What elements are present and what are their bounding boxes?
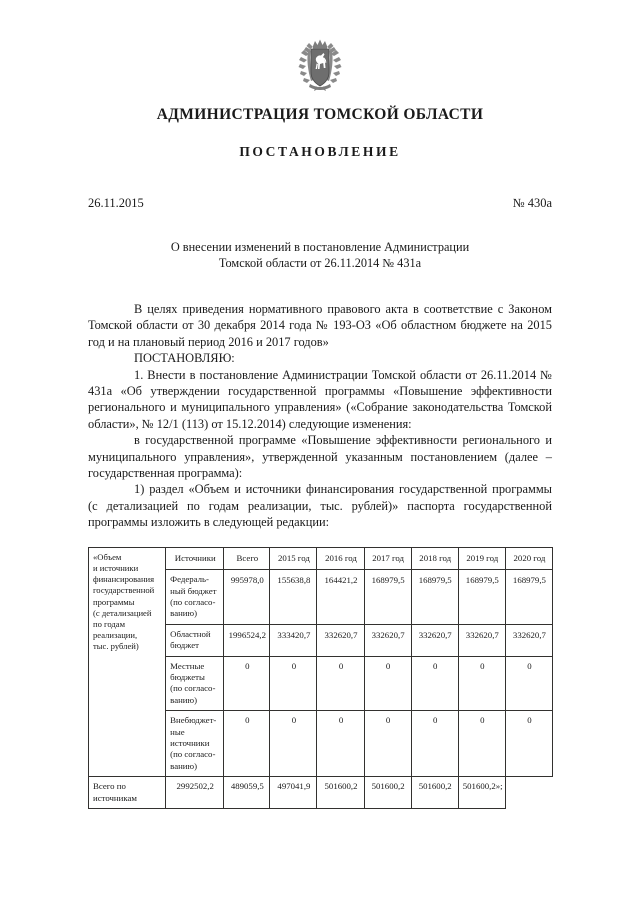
table-col-header: 2017 год <box>364 547 411 569</box>
row-value: 168979,5 <box>364 570 411 625</box>
row-value: 0 <box>317 711 364 777</box>
table-corner-cell: «Объем и источники финансирования государственной программы (с детализацией по годам реализации, тыс. рублей) <box>89 547 166 777</box>
row-label: Всего по источникам <box>89 777 166 809</box>
row-value: 168979,5 <box>505 570 552 625</box>
row-value: 995978,0 <box>224 570 270 625</box>
body-paragraph-3: 1. Внести в постановление Администрации Томской области от 26.11.2014 № 431а «Об утверждении государственной программы «Повышение эффективности регионального и муниципального управления» («Собрание законодательства Томской области», № 12/1 (113) от 15.12.2014) следующие изменения: <box>88 367 552 431</box>
table-col-header: 2019 год <box>458 547 505 569</box>
row-value: 489059,5 <box>224 777 270 809</box>
row-value: 0 <box>411 711 458 777</box>
row-value: 0 <box>411 656 458 711</box>
document-subject <box>88 239 552 271</box>
row-value: 1996524,2 <box>224 624 270 656</box>
row-value: 0 <box>458 656 505 711</box>
table-header-row <box>89 547 553 569</box>
table-row-total <box>89 777 553 809</box>
table-col-header: Всего <box>224 547 270 569</box>
body-paragraph-2: ПОСТАНОВЛЯЮ: <box>134 351 235 366</box>
document-body <box>88 301 552 531</box>
document-date: 26.11.2015 <box>88 196 144 210</box>
document-meta-row <box>88 196 552 211</box>
row-value: 333420,7 <box>270 624 317 656</box>
row-value: 332620,7 <box>317 624 364 656</box>
row-value: 0 <box>224 711 270 777</box>
row-value: 168979,5 <box>458 570 505 625</box>
emblem-container <box>88 0 552 94</box>
row-value: 332620,7 <box>364 624 411 656</box>
row-value: 0 <box>270 711 317 777</box>
table-col-header: 2016 год <box>317 547 364 569</box>
row-value: 0 <box>224 656 270 711</box>
row-value: 0 <box>364 711 411 777</box>
row-value: 501600,2 <box>411 777 458 809</box>
body-paragraph-4: в государственной программе «Повышение эффективности регионального и муниципального управления», утвержденной указанным постановлением (далее – государственная программа): <box>88 433 552 481</box>
row-value: 0 <box>505 656 552 711</box>
document-type-heading: ПОСТАНОВЛЕНИЕ <box>239 144 401 159</box>
body-paragraph-5: 1) раздел «Объем и источники финансирования государственной программы (с детализацией по годам реализации, тыс. рублей)» паспорта государственной программы изложить в следующей редакции: <box>88 482 552 530</box>
row-value: 2992502,2 <box>166 777 224 809</box>
row-label: Федераль- ный бюджет (по согласо- ванию) <box>166 570 224 625</box>
table-col-header: 2015 год <box>270 547 317 569</box>
financing-table <box>88 547 553 809</box>
subject-line-2: Томской области от 26.11.2014 № 431а <box>218 256 422 270</box>
row-label: Внебюджет- ные источники (по согласо- ванию) <box>166 711 224 777</box>
table-col-header: 2018 год <box>411 547 458 569</box>
row-label: Местные бюджеты (по согласо- ванию) <box>166 656 224 711</box>
row-value: 332620,7 <box>458 624 505 656</box>
row-value: 501600,2»; <box>458 777 505 809</box>
page-title: АДМИНИСТРАЦИЯ ТОМСКОЙ ОБЛАСТИ <box>156 106 484 123</box>
table-col-header: 2020 год <box>505 547 552 569</box>
row-value: 501600,2 <box>364 777 411 809</box>
row-value: 501600,2 <box>317 777 364 809</box>
row-value: 0 <box>317 656 364 711</box>
row-label: Областной бюджет <box>166 624 224 656</box>
row-value: 332620,7 <box>505 624 552 656</box>
subject-line-1: О внесении изменений в постановление Администрации <box>170 240 470 254</box>
row-value: 164421,2 <box>317 570 364 625</box>
document-number: № 430а <box>512 196 552 210</box>
row-value: 0 <box>364 656 411 711</box>
row-value: 497041,9 <box>270 777 317 809</box>
tomsk-oblast-coat-of-arms-icon <box>292 34 348 94</box>
table-col-header: Источники <box>166 547 224 569</box>
body-paragraph-1: В целях приведения нормативного правового акта в соответствие с Законом Томской области от 30 декабря 2014 года № 193-ОЗ «Об областном бюджете на 2015 год и на плановый период 2016 и 2017 годов» <box>88 302 552 349</box>
row-value: 0 <box>458 711 505 777</box>
row-value: 0 <box>505 711 552 777</box>
row-value: 168979,5 <box>411 570 458 625</box>
row-value: 0 <box>270 656 317 711</box>
row-value: 332620,7 <box>411 624 458 656</box>
row-value: 155638,8 <box>270 570 317 625</box>
